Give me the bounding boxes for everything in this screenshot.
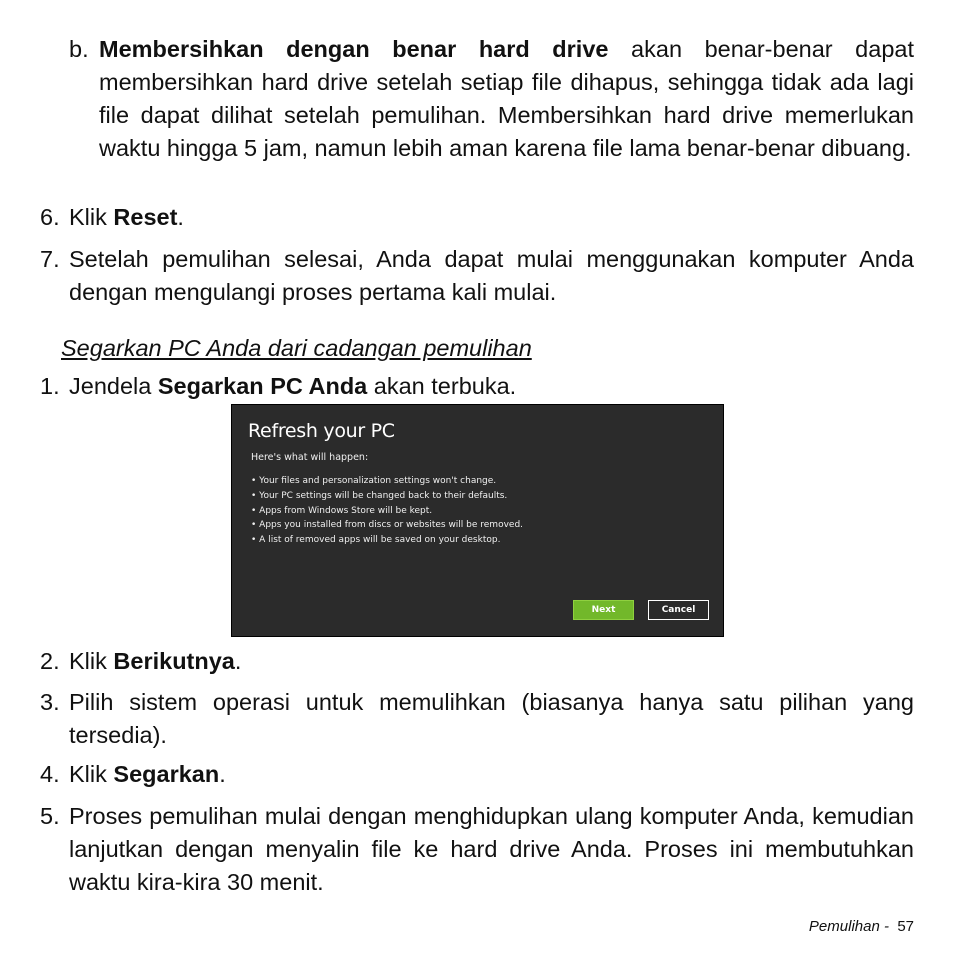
sec-step-4-paragraph [69, 758, 914, 791]
sec-step-1-pre: Jendela [69, 373, 158, 399]
refresh-pc-bullet-list [251, 474, 523, 548]
step-6-bold: Reset [113, 204, 178, 230]
step-b-paragraph [99, 33, 914, 165]
sec-step-2-paragraph [69, 645, 914, 678]
section-heading: Segarkan PC Anda dari cadangan pemulihan [61, 335, 532, 361]
list-item: • A list of removed apps will be saved on your desktop. [251, 535, 501, 546]
step-b-text: akan benar-benar dapat membersihkan hard drive setelah setiap file dihapus, sehingga tidak ada lagi file dapat dilihat setelah pemulihan. Membersihkan hard drive memerlukan waktu hingga 5 jam, namun lebih aman karena file lama benar-benar dibuang. [99, 36, 914, 161]
sec-step-4-post: . [219, 761, 226, 787]
sec-step-4-pre: Klik [69, 761, 114, 787]
page-footer [809, 917, 914, 937]
step-7-paragraph: Setelah pemulihan selesai, Anda dapat mulai menggunakan komputer Anda dengan mengulangi proses pertama kali mulai. [69, 246, 914, 305]
list-item: • Apps from Windows Store will be kept. [251, 505, 433, 516]
sec-step-4-number: 4. [40, 761, 60, 787]
step-6-paragraph [69, 201, 914, 234]
sec-step-2-post: . [234, 648, 242, 674]
footer-section: Pemulihan - [808, 918, 889, 935]
sec-step-5-paragraph: Proses pemulihan mulai dengan menghidupkan ulang komputer Anda, kemudian lanjutkan dengan menyalin file ke hard drive Anda. Proses ini membutuhkan waktu kira-kira 30 menit. [69, 803, 914, 895]
step-b-bold: Membersihkan dengan benar hard drive [99, 36, 609, 62]
sec-step-2-pre: Klik [69, 648, 114, 674]
sec-step-2-bold: Berikutnya [113, 648, 235, 674]
sec-step-2-number: 2. [40, 648, 60, 674]
list-item: • Apps you installed from discs or websites will be removed. [251, 520, 524, 531]
sec-step-1-post: akan terbuka. [367, 373, 517, 399]
step-7-number: 7. [40, 246, 60, 272]
sec-step-3-paragraph: Pilih sistem operasi untuk memulihkan (biasanya hanya satu pilihan yang tersedia). [69, 689, 914, 748]
sec-step-1-paragraph [69, 370, 914, 403]
list-item: • Your files and personalization settings won't change. [251, 476, 497, 486]
sec-step-1-bold: Segarkan PC Anda [157, 373, 368, 399]
sec-step-4-bold: Segarkan [113, 761, 220, 787]
list-marker-b: b. [69, 36, 89, 62]
step-6-post: . [177, 204, 184, 230]
refresh-pc-title: Refresh your PC [248, 420, 395, 442]
sec-step-3-number: 3. [40, 689, 60, 715]
next-button[interactable]: Next [573, 600, 634, 620]
refresh-pc-intro: Here's what will happen: [251, 452, 369, 463]
page-number: 57 [897, 918, 914, 935]
list-item: • Your PC settings will be changed back to their defaults. [251, 490, 508, 501]
refresh-pc-screenshot [231, 404, 724, 637]
step-6-number: 6. [40, 204, 60, 230]
sec-step-5-number: 5. [40, 803, 60, 829]
step-6-pre: Klik [69, 204, 114, 230]
sec-step-1-number: 1. [40, 373, 60, 399]
cancel-button[interactable]: Cancel [648, 600, 709, 620]
